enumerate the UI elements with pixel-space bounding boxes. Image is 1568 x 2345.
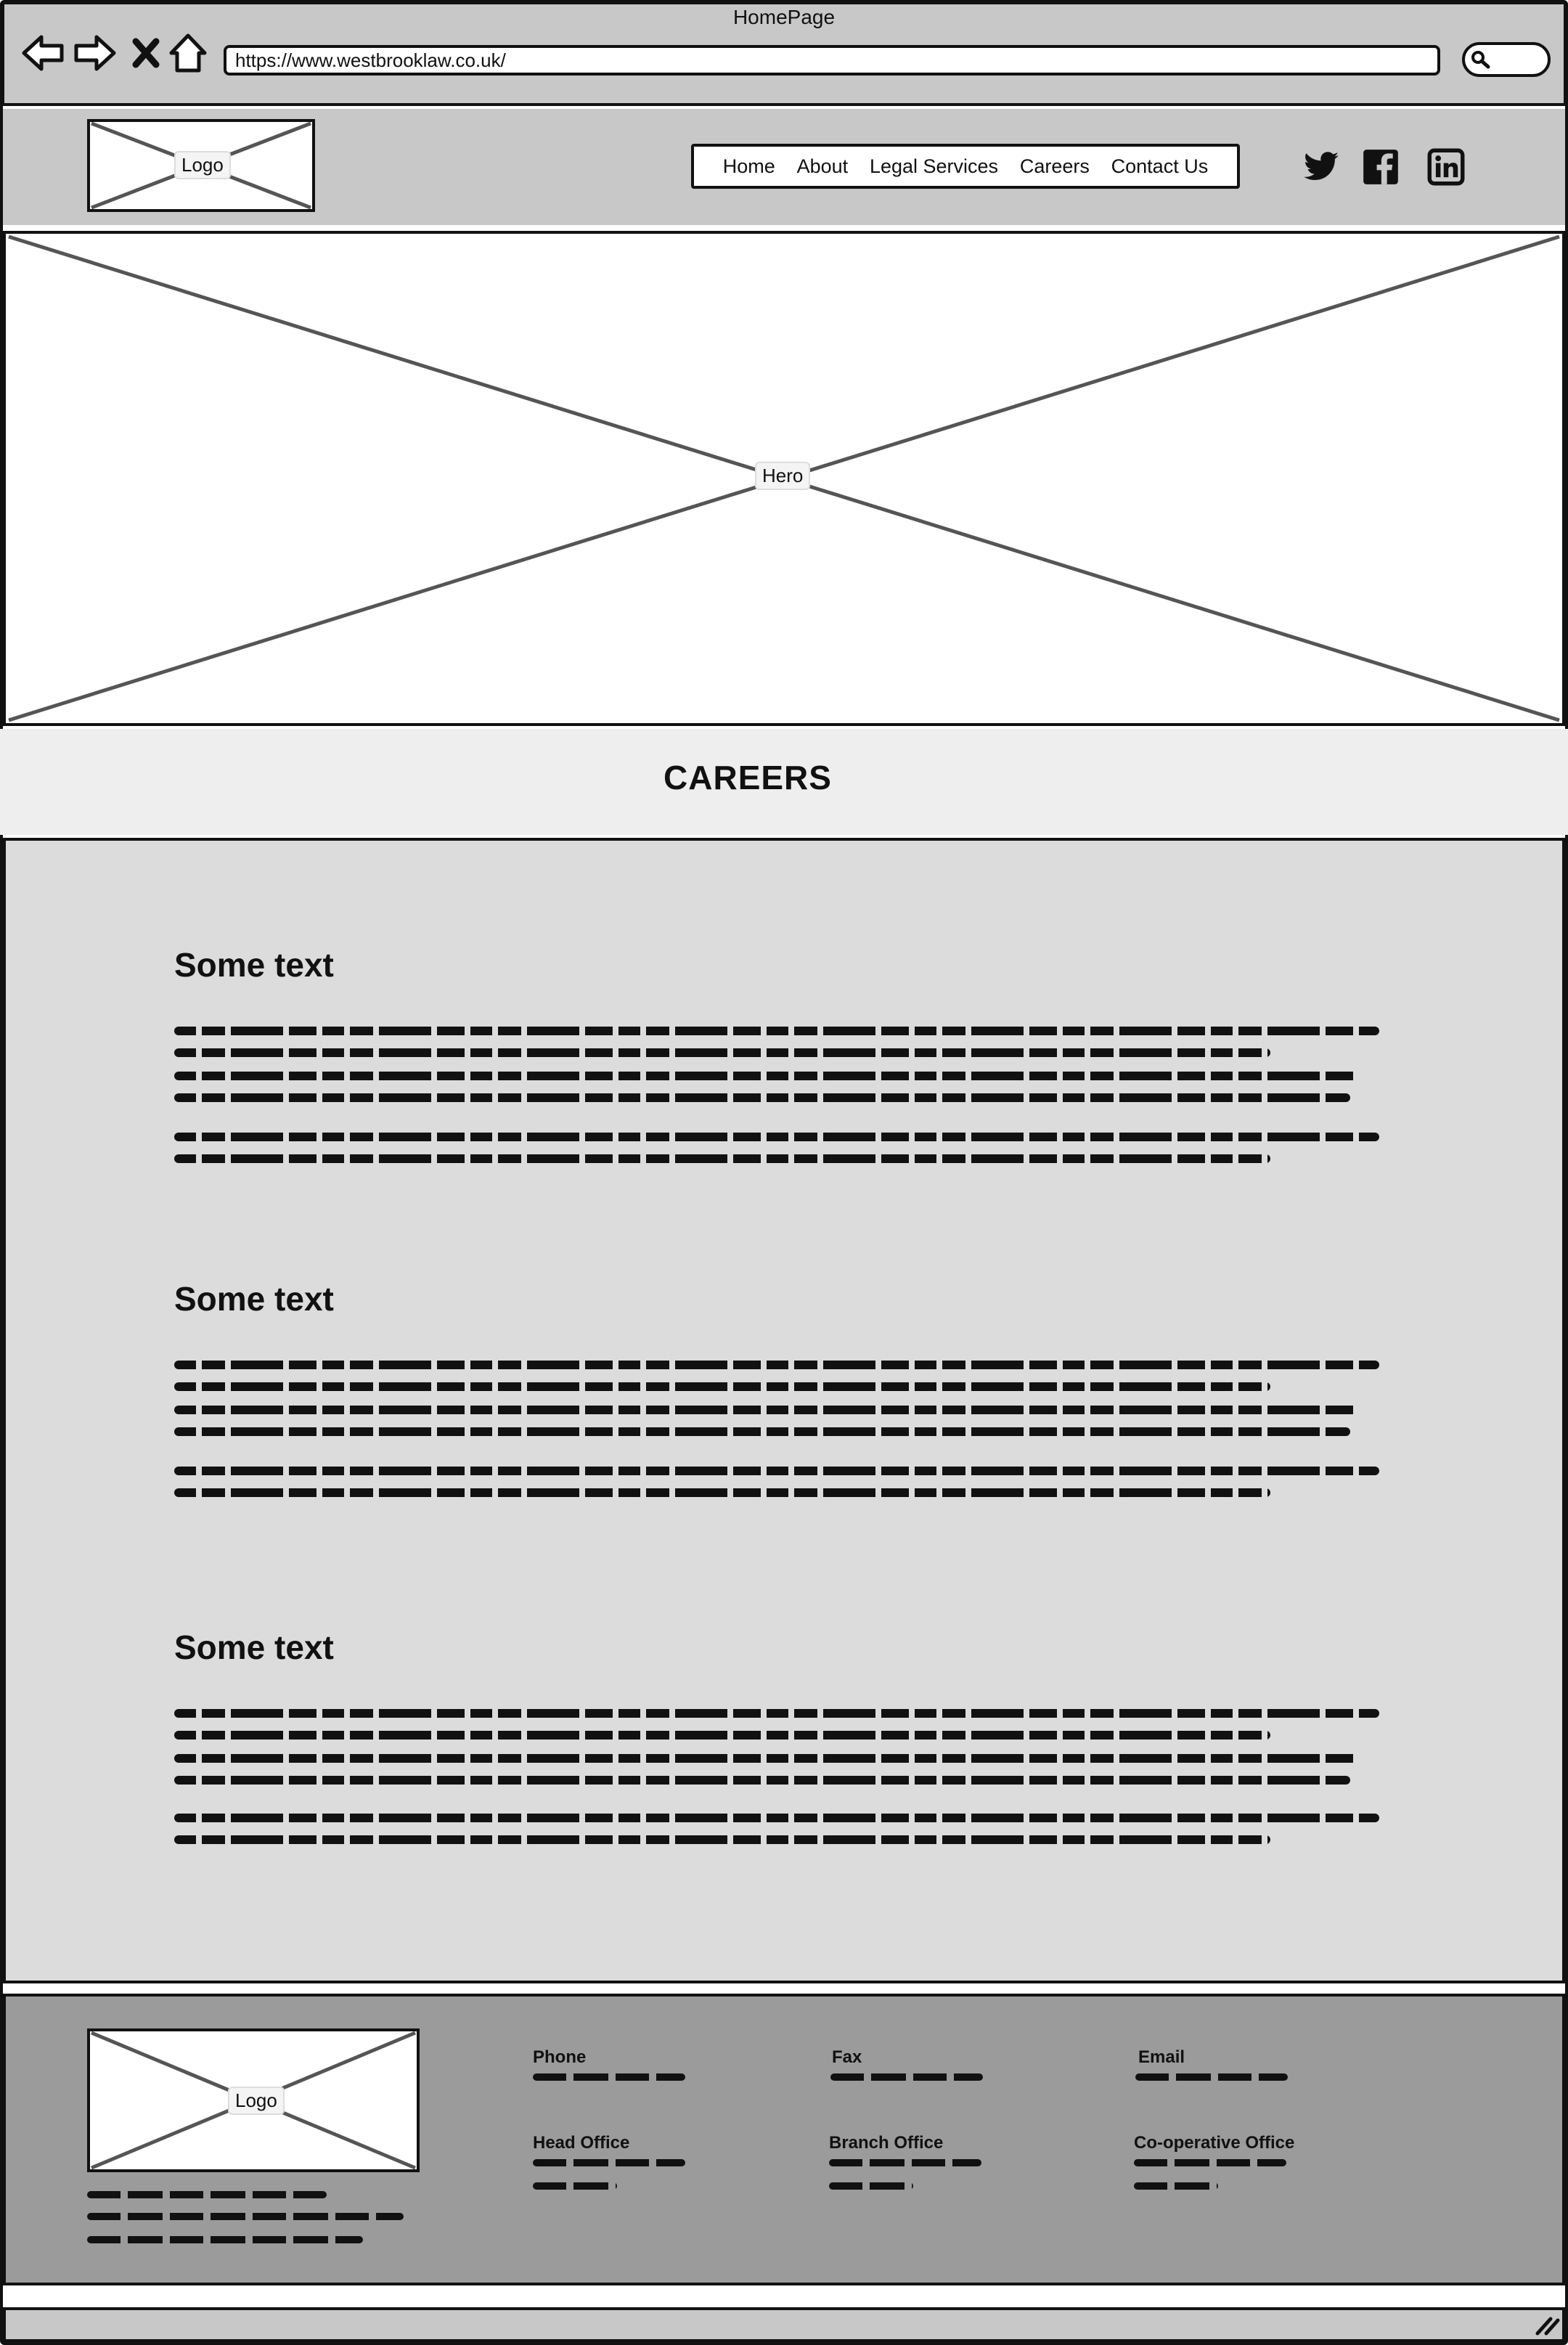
footer-branch-office-line: [829, 2182, 913, 2190]
section-text-line: [174, 1133, 1379, 1141]
url-input[interactable]: https://www.westbrooklaw.co.uk/: [224, 45, 1440, 76]
footer-coop-office-label: Co-operative Office: [1134, 2133, 1295, 2153]
section-text-line: [174, 1048, 1270, 1057]
footer-coop-office-line: [1134, 2182, 1218, 2190]
footer-logo-label: Logo: [228, 2087, 285, 2115]
section-text-line: [174, 1709, 1379, 1718]
footer-logo[interactable]: [87, 2028, 420, 2172]
section-heading: Some text: [174, 1280, 334, 1318]
footer-text-line: [87, 2191, 327, 2198]
section-text-line: [174, 1154, 1270, 1163]
footer-fax-value: [830, 2073, 983, 2081]
back-icon[interactable]: [19, 29, 67, 77]
page-title: CAREERS: [663, 759, 832, 796]
footer-email-value: [1135, 2073, 1288, 2081]
window-title: HomePage: [732, 6, 836, 28]
footer-head-office-label: Head Office: [533, 2133, 630, 2153]
footer-text-line: [87, 2213, 404, 2220]
header-logo-label: Logo: [174, 151, 231, 179]
twitter-icon[interactable]: [1302, 148, 1340, 186]
section-text-line: [174, 1072, 1357, 1080]
section-heading: Some text: [174, 946, 334, 984]
header-logo[interactable]: [87, 119, 315, 212]
nav-about[interactable]: About: [796, 155, 849, 177]
section-text-line: [174, 1814, 1379, 1822]
status-bar: [3, 2307, 1565, 2342]
footer-coop-office-line: [1134, 2159, 1286, 2166]
nav-careers[interactable]: Careers: [1019, 155, 1090, 177]
section-text-line: [174, 1382, 1270, 1391]
nav-home[interactable]: Home: [722, 155, 775, 177]
footer-email-label: Email: [1138, 2047, 1185, 2067]
footer-head-office-line: [533, 2159, 685, 2166]
section-text-line: [174, 1361, 1379, 1369]
facebook-icon[interactable]: [1362, 148, 1400, 186]
resize-handle-icon[interactable]: [1535, 2315, 1561, 2336]
section-text-line: [174, 1776, 1350, 1785]
nav-contact-us[interactable]: Contact Us: [1111, 155, 1209, 177]
nav-legal-services[interactable]: Legal Services: [869, 155, 999, 177]
footer-branch-office-line: [829, 2159, 981, 2166]
section-text-line: [174, 1093, 1350, 1102]
section-text-line: [174, 1027, 1379, 1035]
section-text-line: [174, 1731, 1270, 1740]
footer-head-office-line: [533, 2182, 617, 2190]
forward-icon[interactable]: [71, 29, 119, 77]
section-heading: Some text: [174, 1628, 334, 1666]
section-text-line: [174, 1754, 1357, 1763]
footer-text-line: [87, 2236, 363, 2243]
search-icon: [1469, 48, 1491, 71]
footer-fax-label: Fax: [832, 2047, 862, 2067]
section-text-line: [174, 1835, 1270, 1844]
browser-search-field[interactable]: [1462, 42, 1551, 77]
linkedin-icon[interactable]: [1427, 148, 1465, 186]
section-text-line: [174, 1488, 1270, 1497]
section-text-line: [174, 1406, 1357, 1414]
section-text-line: [174, 1467, 1379, 1475]
footer-branch-office-label: Branch Office: [829, 2133, 944, 2153]
hero-label: Hero: [755, 462, 810, 490]
home-icon[interactable]: [164, 29, 212, 77]
footer-phone-label: Phone: [533, 2047, 587, 2067]
main-nav: [691, 144, 1240, 189]
section-text-line: [174, 1427, 1350, 1436]
footer-phone-value: [533, 2073, 685, 2081]
close-icon[interactable]: [122, 29, 170, 77]
